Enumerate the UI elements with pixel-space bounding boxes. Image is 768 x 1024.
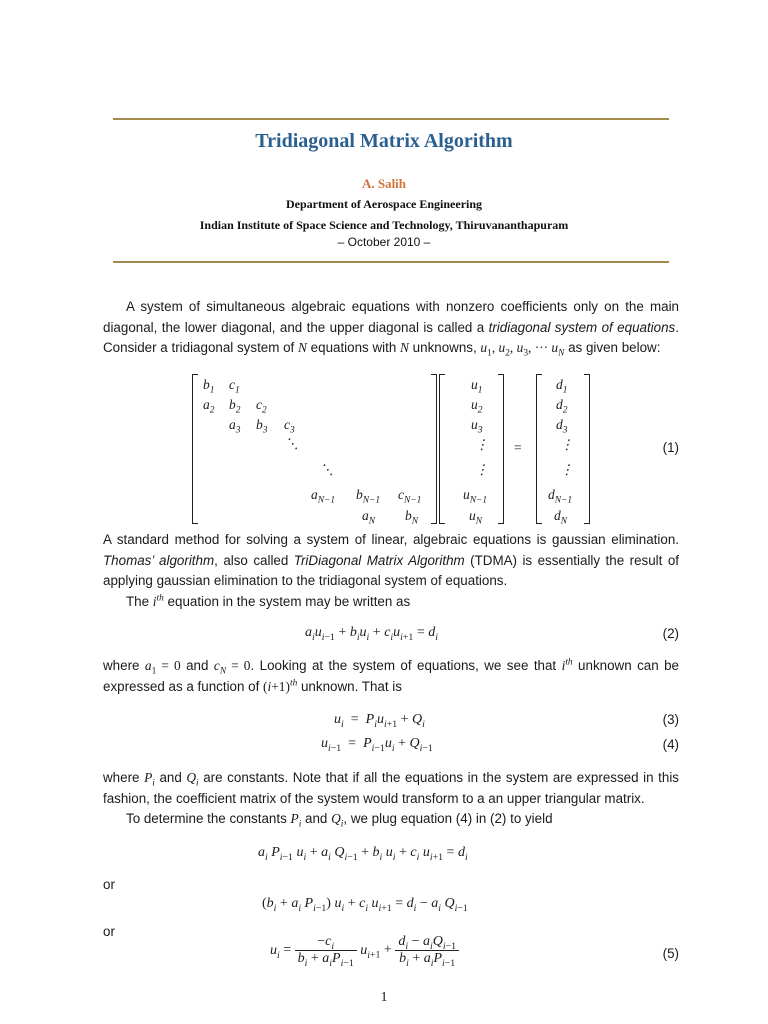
derivation-equation-a: $a_i$ $P_{i-1}$ $u_i + a_i$ $Q_{i-1} + b_i$ $u_i + c_i$ $u_{i+1} = d_i$ [258,845,468,863]
u-vector-left-bracket [439,374,445,524]
equation-number-3: (3) [662,712,679,727]
d-vector-left-bracket [536,374,542,524]
intro-paragraph: A system of simultaneous algebraic equations with nonzero coefficients only on the main diagonal, the lower diagonal, and the upper diagonal is called a tridiagonal system of equations. Consider a tridiagonal system of N equations with N unknowns, $u_1$, $u_2$, $u_3$, ··· $u_N$ as given below: [103,299,679,360]
matrix-left-bracket [192,374,198,524]
paper-title: Tridiagonal Matrix Algorithm [255,130,513,152]
equation-4: $u_{i-1} = P_{i-1}u_i + Q_{i-1}$ [321,736,433,754]
or-label-2: or [103,924,115,939]
u-vector-right-bracket [498,374,504,524]
equation-number-5: (5) [662,946,679,961]
equation-number-2: (2) [662,626,679,641]
top-rule [113,118,669,120]
or-label-1: or [103,877,115,892]
derivation-equation-b: ($b_i + a_i$ $P_{i-1}$) $u_i + c_i$ $u_{i+1} = d_i - a_i$ $Q_{i-1}$ [262,896,468,914]
equation-number-4: (4) [662,737,679,752]
unknown-paragraph: where $a_1 = 0$ and $c_N = 0$. Looking at the system of equations, we see that $i^{th}$ unknown can be expressed as a function of $(i+1)^{th}$ unknown. That is [103,657,679,694]
matrix-right-bracket [431,374,437,524]
department: Department of Aerospace Engineering [285,197,483,211]
equation-2: $a_iu_{i-1} + b_iu_i + c_iu_{i+1} = d_i$ [305,625,438,643]
constants-paragraph: where $P_i$ and $Q_i$ are constants. Note that if all the equations in the system are expressed in this fashion, the coefficient matrix of the system would transform to a an upper triangular matrix. To determine the constants $P_i$ and $Q_i$, we plug equation (4) in (2) to yield [103,770,679,831]
tdma-paragraph: A standard method for solving a system of linear, algebraic equations is gaussian elimination. Thomas’ algorithm, also called TriDiagonal Matrix Algorithm (TDMA) is essentially the result of applying gaussian elimination to the tridiagonal system of equations. The $i^{th}$ equation in the system may be written as [103,532,679,610]
institute: Indian Institute of Space Science and Technology, Thiruvananthapuram [199,218,569,232]
equation-number-1: (1) [662,440,679,455]
bottom-rule [113,261,669,263]
d-vector-right-bracket [584,374,590,524]
author-name: A. Salih [361,176,407,191]
page-number: 1 [380,990,388,1005]
equation-3: $u_i = P_iu_{i+1} + Q_i$ [334,712,425,730]
equation-5: $u_i$ = $\frac{-c_i}{b_i + a_iP_{i-1}}$ $u_{i+1}$ + $\frac{d_i - a_iQ_{i-1}}{b_i + a_iP_{i-1}}$ [270,934,459,967]
date: – October 2010 – [337,235,431,249]
